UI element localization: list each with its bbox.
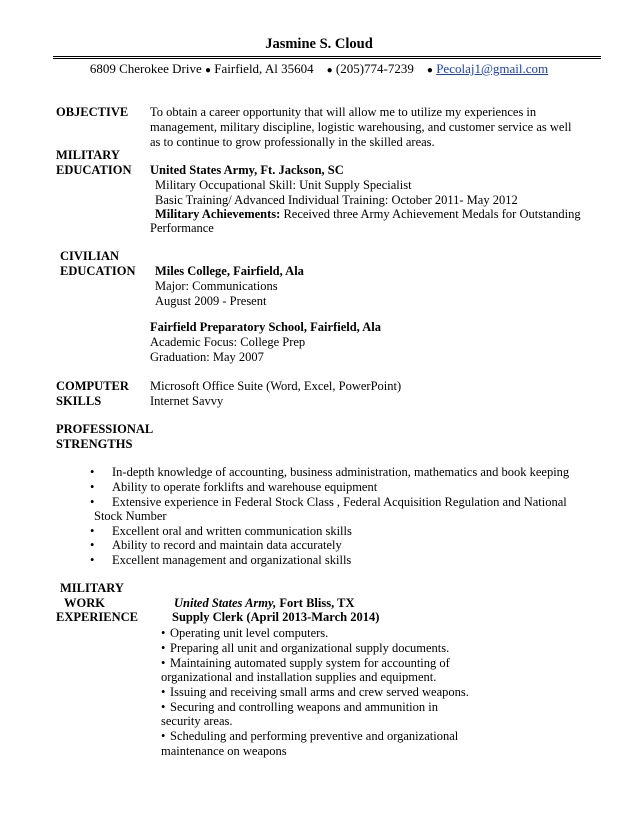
duty-item-cont: organizational and installation supplies and equipment.: [161, 670, 437, 684]
bullet-dot: •: [90, 553, 95, 567]
duty-item-cont: security areas.: [161, 714, 233, 728]
bullet-dot: •: [90, 465, 95, 479]
duty-item: [161, 641, 449, 656]
bullet-dot: •: [90, 480, 95, 494]
military-achievements-cont: Performance: [150, 221, 214, 235]
strength-item: [90, 495, 567, 510]
phone: (205)774-7239: [335, 61, 414, 76]
strength-item: [90, 480, 377, 495]
bullet-dot: •: [161, 685, 166, 699]
work-title: Supply Clerk (April 2013-March 2014): [172, 610, 380, 624]
header-rule-top: [53, 56, 601, 57]
bullet-dot: •: [90, 495, 95, 509]
work-heading-2: WORK: [64, 596, 105, 610]
duty-item: [161, 656, 450, 671]
bullet-dot: •: [161, 729, 166, 743]
strength-item: [90, 524, 352, 539]
strengths-heading-1: PROFESSIONAL: [56, 422, 154, 436]
bullet-dot: •: [90, 538, 95, 552]
duty-text: Preparing all unit and organizational supply documents.: [170, 641, 450, 655]
bullet-dot: •: [161, 656, 166, 670]
bullet-dot: •: [161, 700, 166, 714]
duty-item: [161, 685, 469, 700]
strength-item: [90, 553, 351, 568]
address: 6809 Cherokee Drive: [89, 61, 202, 76]
strength-text: In-depth knowledge of accounting, business administration, mathematics and book keeping: [112, 465, 570, 479]
strength-item: [90, 538, 342, 553]
bullet-dot: •: [161, 626, 166, 640]
work-location: Fort Bliss, TX: [276, 596, 355, 610]
bullet-dot: •: [90, 524, 95, 538]
work-heading-1: MILITARY: [60, 581, 124, 595]
strength-item-cont: Stock Number: [94, 509, 167, 523]
military-achievements-text: Received three Army Achievement Medals for Outstanding: [280, 207, 581, 221]
duty-text: Issuing and receiving small arms and crew served weapons.: [170, 685, 469, 699]
bullet-separator: ●: [326, 65, 333, 76]
duty-text: Operating unit level computers.: [170, 626, 329, 640]
duty-text: Scheduling and performing preventive and organizational: [170, 729, 459, 743]
civilian-dates-1: August 2009 - Present: [155, 294, 267, 308]
work-org-line: [174, 596, 354, 611]
civilian-education-heading-2: EDUCATION: [60, 264, 136, 278]
strength-item: [90, 465, 569, 480]
duty-item-cont: maintenance on weapons: [161, 744, 287, 758]
computer-skills-heading-1: COMPUTER: [56, 379, 129, 393]
civilian-major: Major: Communications: [155, 279, 278, 293]
contact-line: [0, 61, 638, 77]
duty-text: Securing and controlling weapons and ammunition in: [170, 700, 439, 714]
strength-text: Ability to record and maintain data accurately: [112, 538, 342, 552]
civilian-school-1: Miles College, Fairfield, Ala: [155, 264, 304, 278]
email-link[interactable]: Pecolaj1@gmail.com: [436, 61, 549, 76]
military-achievements-label: Military Achievements:: [155, 207, 281, 221]
military-education-heading-2: EDUCATION: [56, 163, 132, 177]
objective-line-2: management, military discipline, logistic warehousing, and customer service as well: [150, 120, 572, 134]
strengths-heading-2: STRENGTHS: [56, 437, 133, 451]
bullet-dot: •: [161, 641, 166, 655]
header-rule-bottom: [53, 58, 601, 59]
computer-skill-1: Microsoft Office Suite (Word, Excel, PowerPoint): [150, 379, 402, 393]
bullet-separator: ●: [426, 65, 433, 76]
civilian-education-heading-1: CIVILIAN: [60, 249, 120, 263]
duty-item: [161, 729, 458, 744]
work-heading-3: EXPERIENCE: [56, 610, 138, 624]
objective-line-3: as to continue to grow professionally in the skilled areas.: [150, 135, 435, 149]
computer-skill-2: Internet Savvy: [150, 394, 224, 408]
applicant-name: Jasmine S. Cloud: [265, 36, 373, 52]
objective-heading: OBJECTIVE: [56, 105, 129, 119]
military-achievements: [155, 207, 581, 222]
duty-text: Maintaining automated supply system for accounting of: [170, 656, 450, 670]
objective-line-1: To obtain a career opportunity that will allow me to utilize my experiences in: [150, 105, 537, 119]
military-education-training: Basic Training/ Advanced Individual Training: October 2011- May 2012: [155, 193, 518, 207]
strength-text: Excellent management and organizational skills: [112, 553, 352, 567]
civilian-graduation: Graduation: May 2007: [150, 350, 264, 364]
strength-text: Extensive experience in Federal Stock Class , Federal Acquisition Regulation and National: [112, 495, 567, 509]
work-org: United States Army,: [174, 596, 277, 610]
computer-skills-heading-2: SKILLS: [56, 394, 102, 408]
duty-item: [161, 626, 328, 641]
civilian-focus: Academic Focus: College Prep: [150, 335, 306, 349]
duty-item: [161, 700, 438, 715]
military-education-heading-1: MILITARY: [56, 148, 120, 162]
city: Fairfield, Al 35604: [214, 61, 314, 76]
military-education-mos: Military Occupational Skill: Unit Supply Specialist: [155, 178, 412, 192]
bullet-separator: ●: [205, 65, 212, 76]
strength-text: Excellent oral and written communication skills: [112, 524, 352, 538]
military-education-org: United States Army, Ft. Jackson, SC: [150, 163, 344, 177]
civilian-school-2: Fairfield Preparatory School, Fairfield, Ala: [150, 320, 381, 334]
strength-text: Ability to operate forklifts and warehouse equipment: [112, 480, 378, 494]
